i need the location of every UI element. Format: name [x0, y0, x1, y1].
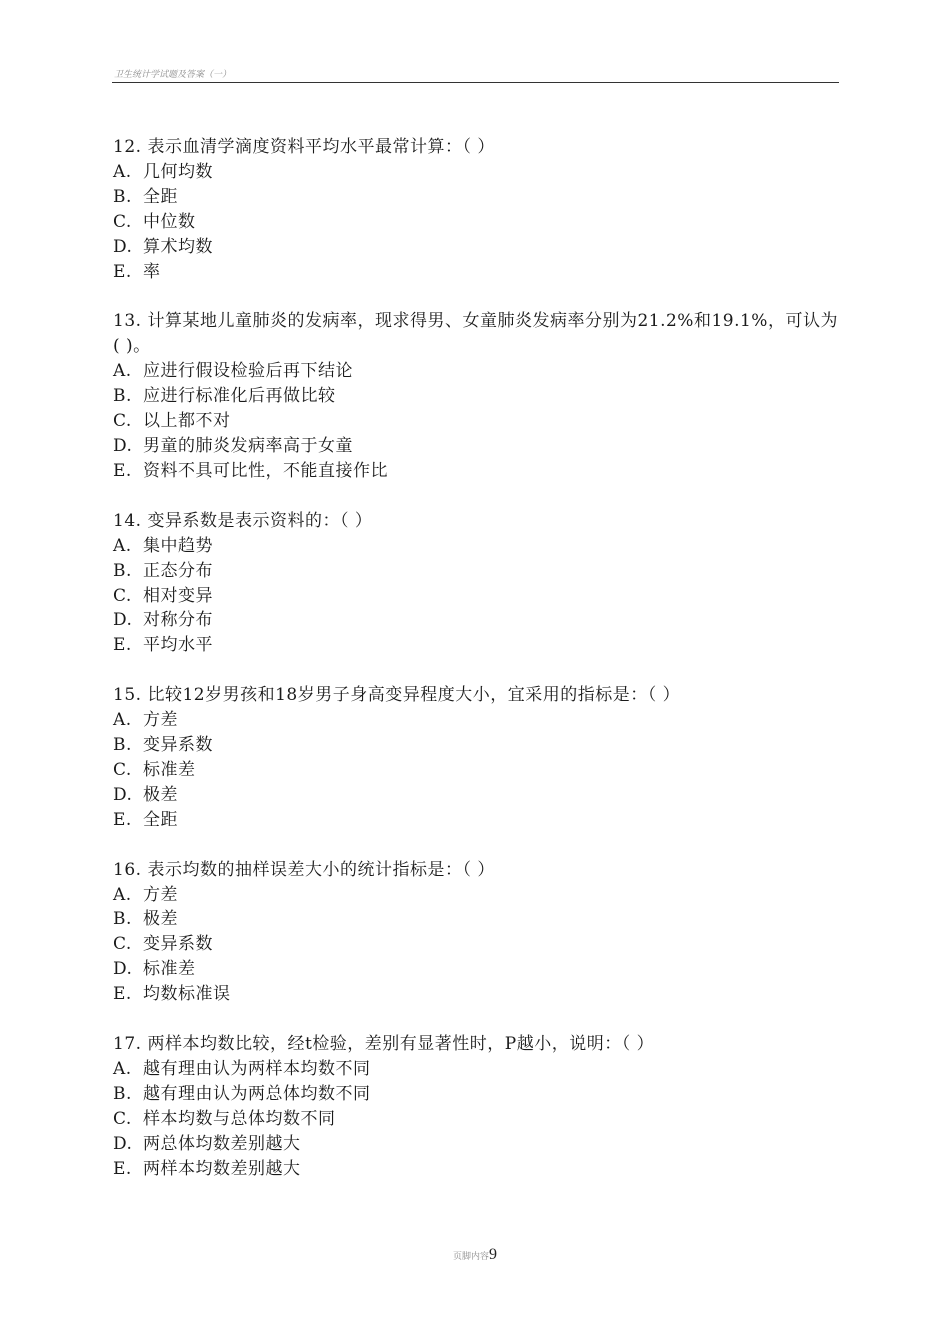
- option-b: [113, 907, 840, 932]
- option-text: 正态分布: [143, 560, 213, 581]
- option-b: [113, 1082, 840, 1107]
- question-13: [113, 309, 840, 483]
- page-header: [112, 62, 839, 83]
- option-letter: D.: [113, 236, 133, 257]
- option-text: 均数标准误: [143, 984, 231, 1005]
- option-b: [113, 384, 840, 409]
- option-text: 标准差: [143, 959, 196, 980]
- option-letter: A.: [113, 884, 132, 905]
- option-text: 方差: [143, 710, 178, 731]
- option-letter: D.: [113, 959, 133, 980]
- footer-label: 页脚内容: [452, 1252, 489, 1262]
- question-stem: 17. 两样本均数比较，经t检验，差别有显著性时，P越小，说明：（ ）: [113, 1034, 655, 1055]
- option-b: [113, 559, 840, 584]
- question-17: [113, 1032, 840, 1181]
- option-text: 极差: [143, 784, 178, 805]
- option-d: [113, 235, 840, 260]
- option-letter: D.: [113, 610, 133, 631]
- option-letter: B.: [113, 1083, 132, 1104]
- option-text: 率: [143, 261, 161, 282]
- option-text: 平均水平: [143, 635, 213, 656]
- option-letter: C.: [113, 759, 132, 780]
- question-14: [113, 509, 840, 658]
- option-text: 集中趋势: [143, 535, 213, 556]
- header-title: 卫生统计学试题及答案（一）: [114, 70, 232, 80]
- option-text: 标准差: [143, 759, 196, 780]
- option-letter: B.: [113, 560, 132, 581]
- option-d: [113, 783, 840, 808]
- option-text: 资料不具可比性，不能直接作比: [143, 460, 388, 481]
- option-letter: B.: [113, 186, 132, 207]
- option-text: 越有理由认为两总体均数不同: [143, 1083, 371, 1104]
- option-text: 男童的肺炎发病率高于女童: [143, 435, 353, 456]
- option-c: [113, 210, 840, 235]
- option-text: 两样本均数差别越大: [143, 1158, 301, 1179]
- option-e: [113, 982, 840, 1007]
- question-list: [113, 135, 840, 1207]
- question-15: [113, 683, 840, 832]
- option-a: [113, 883, 840, 908]
- option-letter: D.: [113, 435, 133, 456]
- option-d: [113, 1132, 840, 1157]
- option-letter: A.: [113, 361, 132, 382]
- option-letter: C.: [113, 934, 132, 955]
- question-stem: 15. 比较12岁男孩和18岁男子身高变异程度大小，宜采用的指标是：（ ）: [113, 685, 681, 706]
- page-number: 9: [489, 1246, 497, 1263]
- option-text: 变异系数: [143, 934, 213, 955]
- option-e: [113, 459, 840, 484]
- option-letter: A.: [113, 535, 132, 556]
- question-stem: 16. 表示均数的抽样误差大小的统计指标是：（ ）: [113, 859, 495, 880]
- option-a: [113, 160, 840, 185]
- option-e: [113, 260, 840, 285]
- option-text: 相对变异: [143, 585, 213, 606]
- option-a: [113, 708, 840, 733]
- option-letter: A.: [113, 1059, 132, 1079]
- question-stem: 13. 计算某地儿童肺炎的发病率，现求得男、女童肺炎发病率分别为21.2%和19.1%，可认为( )。: [113, 311, 838, 357]
- option-letter: C.: [113, 411, 132, 432]
- question-stem: 12. 表示血清学滴度资料平均水平最常计算：（ ）: [113, 137, 495, 157]
- question-16: [113, 858, 840, 1007]
- option-letter: E.: [113, 809, 132, 830]
- option-c: [113, 932, 840, 957]
- option-c: [113, 584, 840, 609]
- option-c: [113, 409, 840, 434]
- option-letter: A.: [113, 161, 132, 182]
- option-letter: B.: [113, 386, 132, 407]
- option-text: 对称分布: [143, 610, 213, 631]
- option-text: 全距: [143, 809, 178, 830]
- option-d: [113, 957, 840, 982]
- option-b: [113, 185, 840, 210]
- option-b: [113, 733, 840, 758]
- option-text: 以上都不对: [143, 411, 231, 432]
- option-a: [113, 359, 840, 384]
- question-12: [113, 135, 840, 284]
- option-d: [113, 434, 840, 459]
- option-a: [113, 1057, 840, 1082]
- option-text: 应进行假设检验后再下结论: [143, 361, 353, 382]
- option-text: 极差: [143, 909, 178, 930]
- option-text: 中位数: [143, 211, 196, 232]
- option-letter: D.: [113, 1133, 133, 1154]
- option-letter: C.: [113, 1108, 132, 1129]
- option-letter: C.: [113, 211, 132, 232]
- option-text: 算术均数: [143, 236, 213, 257]
- page-footer: [0, 1244, 950, 1264]
- option-text: 两总体均数差别越大: [143, 1133, 301, 1154]
- option-e: [113, 633, 840, 658]
- option-a: [113, 534, 840, 559]
- option-c: [113, 758, 840, 783]
- option-letter: B.: [113, 735, 132, 756]
- option-text: 全距: [143, 186, 178, 207]
- option-letter: C.: [113, 585, 132, 606]
- option-e: [113, 808, 840, 833]
- option-text: 方差: [143, 884, 178, 905]
- option-e: [113, 1157, 840, 1182]
- option-text: 几何均数: [143, 161, 213, 182]
- option-letter: B.: [113, 909, 132, 930]
- option-text: 越有理由认为两样本均数不同: [143, 1059, 371, 1079]
- option-text: 样本均数与总体均数不同: [143, 1108, 336, 1129]
- option-letter: E.: [113, 635, 132, 656]
- option-letter: E.: [113, 984, 132, 1005]
- option-d: [113, 608, 840, 633]
- option-text: 应进行标准化后再做比较: [143, 386, 336, 407]
- option-letter: E.: [113, 460, 132, 481]
- option-text: 变异系数: [143, 735, 213, 756]
- option-letter: A.: [113, 710, 132, 731]
- option-letter: E.: [113, 261, 132, 282]
- question-stem: 14. 变异系数是表示资料的：（ ）: [113, 510, 373, 531]
- option-c: [113, 1107, 840, 1132]
- option-letter: D.: [113, 784, 133, 805]
- option-letter: E.: [113, 1158, 132, 1179]
